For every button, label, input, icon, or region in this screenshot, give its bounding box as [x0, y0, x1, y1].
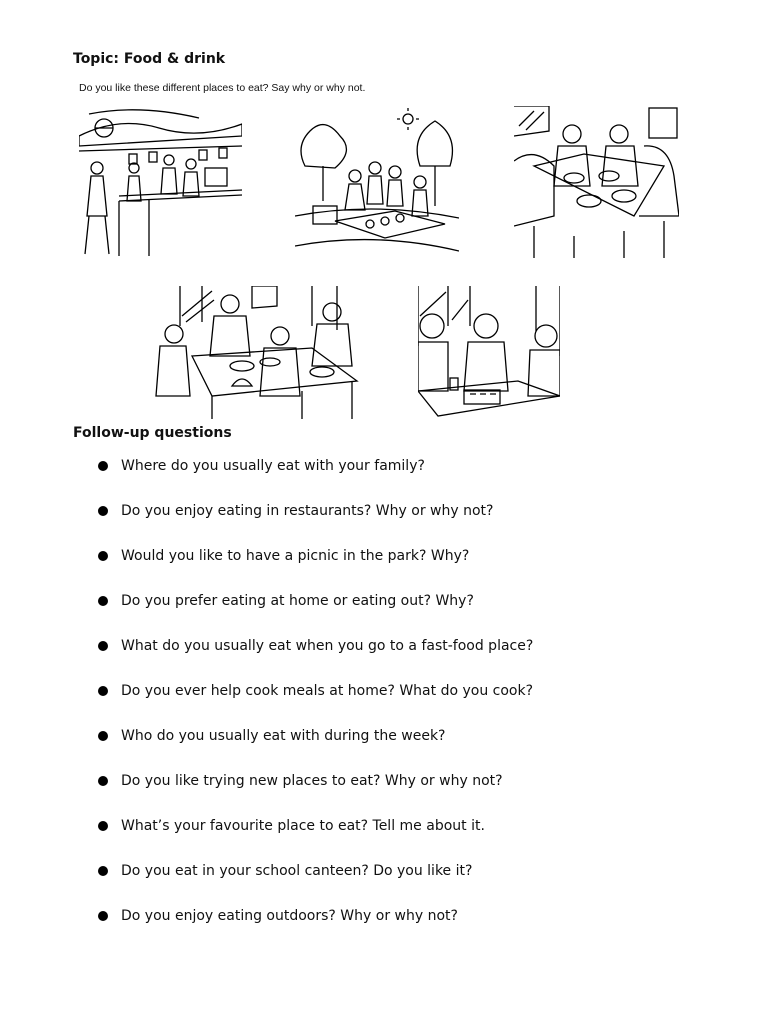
followup-heading: Follow-up questions — [73, 425, 232, 441]
question-list — [96, 457, 533, 952]
list-item — [96, 862, 533, 907]
page-title: Topic: Food & drink — [73, 51, 226, 67]
bullet-icon — [98, 641, 108, 651]
list-item — [96, 682, 533, 727]
question-text: What’s your favourite place to eat? Tell me about it. — [121, 818, 485, 834]
question-text: Who do you usually eat with during the week? — [121, 728, 446, 744]
list-item — [96, 727, 533, 772]
bullet-icon — [98, 821, 108, 831]
question-text: Do you like trying new places to eat? Why or why not? — [121, 773, 503, 789]
bullet-icon — [98, 866, 108, 876]
restaurant-table-scene-icon — [514, 106, 679, 258]
list-item — [96, 592, 533, 637]
list-item — [96, 502, 533, 547]
list-item — [96, 817, 533, 862]
list-item — [96, 772, 533, 817]
question-text: Do you enjoy eating in restaurants? Why or why not? — [121, 503, 494, 519]
bullet-icon — [98, 776, 108, 786]
bullet-icon — [98, 731, 108, 741]
bullet-icon — [98, 506, 108, 516]
list-item — [96, 547, 533, 592]
family-dinner-scene-icon — [152, 286, 364, 419]
bullet-icon — [98, 596, 108, 606]
bullet-icon — [98, 461, 108, 471]
list-item — [96, 637, 533, 682]
question-text: Do you enjoy eating outdoors? Why or why not? — [121, 908, 458, 924]
question-text: Where do you usually eat with your family? — [121, 458, 425, 474]
question-text: Would you like to have a picnic in the park? Why? — [121, 548, 470, 564]
bullet-icon — [98, 551, 108, 561]
park-picnic-scene-icon — [295, 106, 459, 258]
bullet-icon — [98, 911, 108, 921]
school-canteen-scene-icon — [418, 286, 560, 419]
bullet-icon — [98, 686, 108, 696]
question-text: Do you ever help cook meals at home? What do you cook? — [121, 683, 534, 699]
question-text: What do you usually eat when you go to a fast-food place? — [121, 638, 534, 654]
question-text: Do you prefer eating at home or eating out? Why? — [121, 593, 474, 609]
fast-food-counter-scene-icon — [79, 106, 242, 258]
instruction-text: Do you like these different places to eat? Say why or why not. — [79, 82, 366, 94]
question-text: Do you eat in your school canteen? Do you like it? — [121, 863, 473, 879]
list-item — [96, 457, 533, 502]
list-item — [96, 907, 533, 952]
